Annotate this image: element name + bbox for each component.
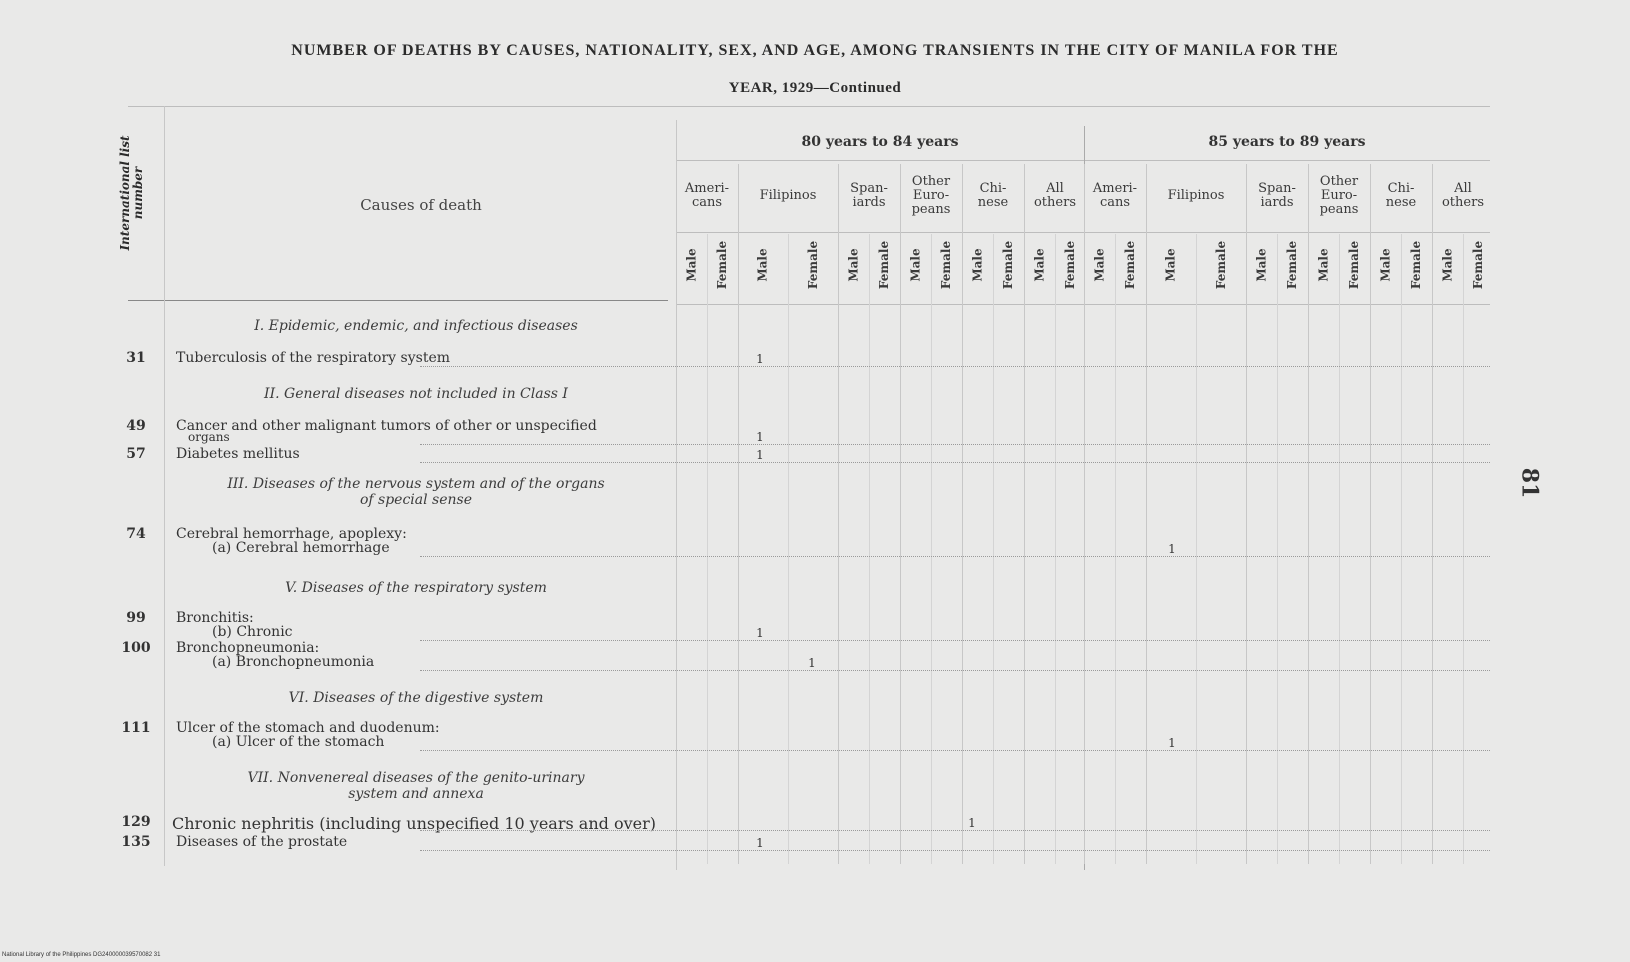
death-count-g1-filipinos-male: 1 [1168,542,1176,556]
section-heading: V. Diseases of the respiratory system [285,580,547,596]
nationality-header-other-europeans-g1: Other Euro- peans [1319,174,1359,217]
section-heading-line2: of special sense [359,492,473,508]
group-header-80-84: 80 years to 84 years [801,134,959,150]
group-rule [676,160,1490,161]
sex-divider [707,234,708,864]
sex-divider [1196,234,1197,864]
nationality-header-americans-g0: Ameri- cans [684,181,730,210]
section-heading: VI. Diseases of the digestive system [288,690,544,706]
dot-leader [420,444,1490,445]
cause-of-death: Tuberculosis of the respiratory system [176,350,451,366]
nationality-header-other-europeans-g0: Other Euro- peans [911,174,951,217]
cause-of-death: Cancer and other malignant tumors of other or unspecified [176,418,597,434]
top-rule [128,106,1490,107]
table-title-continued: YEAR, 1929—Continued [728,80,902,96]
male-header: Male [846,248,861,282]
sex-divider [993,234,994,864]
section-heading-line2: system and annexa [348,786,484,802]
dot-leader [420,750,1490,751]
female-header: Female [939,240,954,290]
death-count-g1-filipinos-male: 1 [1168,736,1176,750]
sex-divider [1463,234,1464,864]
sex-divider [1401,234,1402,864]
death-count-g0-filipinos-male: 1 [756,352,764,366]
row-number: 100 [121,640,151,656]
sex-rule [676,304,1490,305]
cause-subcategory: (a) Cerebral hemorrhage [212,540,390,556]
sex-divider [1055,234,1056,864]
male-header: Male [1378,248,1393,282]
female-header: Female [1347,240,1362,290]
female-header: Female [1471,240,1486,290]
nationality-header-all-others-g1: All others [1441,181,1484,210]
female-header: Female [1213,240,1228,290]
nationality-header-spaniards-g1: Span- iards [1258,181,1296,210]
cause-subcategory: (a) Ulcer of the stomach [212,734,385,750]
male-header: Male [1092,248,1107,282]
cause-of-death: Chronic nephritis (including unspecified 10 years and over) [172,814,656,833]
international-list-number-header: International list number [118,135,145,251]
row-number: 49 [126,418,146,434]
section-heading: III. Diseases of the nervous system and of the organs [227,476,605,492]
row-number: 111 [121,720,151,736]
male-header: Male [1440,248,1455,282]
cause-of-death: Diseases of the prostate [176,834,348,850]
male-header: Male [1316,248,1331,282]
female-header: Female [1285,240,1300,290]
footer-credit: National Library of the Philippines DG240000039570082 31 [2,952,161,958]
section-heading: II. General diseases not included in Class I [264,386,568,402]
female-header: Female [715,240,730,290]
cause-of-death: Bronchitis: [176,610,254,626]
row-number: 129 [121,814,151,830]
page-number: 81 [1516,467,1543,499]
cause-subcategory: (a) Bronchopneumonia [212,654,375,670]
row-number: 57 [126,446,146,462]
male-header: Male [684,248,699,282]
nationality-header-chinese-g0: Chi- nese [977,181,1009,210]
male-header: Male [970,248,985,282]
cause-of-death-continued: organs [188,430,230,444]
sex-divider [788,234,789,864]
nationality-header-americans-g1: Ameri- cans [1092,181,1138,210]
section-heading: VII. Nonvenereal diseases of the genito-urinary [247,770,585,786]
female-header: Female [1409,240,1424,290]
cause-of-death: Cerebral hemorrhage, apoplexy: [176,526,407,542]
nationality-header-all-others-g0: All others [1033,181,1076,210]
death-count-g0-chinese-male: 1 [968,816,976,830]
nationality-header-chinese-g1: Chi- nese [1385,181,1417,210]
male-header: Male [1032,248,1047,282]
dot-leader [420,640,1490,641]
sex-divider [1277,234,1278,864]
header-bottom-rule [128,300,668,301]
death-count-g0-filipinos-male: 1 [756,836,764,850]
sex-divider [869,234,870,864]
dot-leader [420,556,1490,557]
group-header-85-89: 85 years to 89 years [1208,134,1366,150]
table-title: NUMBER OF DEATHS BY CAUSES, NATIONALITY, SEX, AND AGE, AMONG TRANSIENTS IN THE CITY OF MANILA FOR THE [291,42,1339,59]
nationality-header-spaniards-g0: Span- iards [850,181,888,210]
death-count-g0-filipinos-male: 1 [756,430,764,444]
female-header: Female [1123,240,1138,290]
nationality-header-filipinos-g1: Filipinos [1167,188,1225,203]
cause-subcategory: (b) Chronic [212,624,293,640]
death-count-g0-filipinos-male: 1 [756,448,764,462]
dot-leader [420,830,1490,831]
cause-of-death: Ulcer of the stomach and duodenum: [176,720,440,736]
section-heading: I. Epidemic, endemic, and infectious diseases [254,318,578,334]
male-header: Male [755,248,770,282]
nationality-header-filipinos-g0: Filipinos [759,188,817,203]
female-header: Female [1063,240,1078,290]
row-number: 135 [121,834,151,850]
cause-of-death: Diabetes mellitus [176,446,300,462]
dot-leader [420,366,1490,367]
female-header: Female [805,240,820,290]
cause-of-death: Bronchopneumonia: [176,640,320,656]
row-number: 31 [126,350,146,366]
death-count-g0-filipinos-female: 1 [808,656,816,670]
dot-leader [420,670,1490,671]
number-col-divider [164,106,165,866]
sex-divider [1339,234,1340,864]
male-header: Male [908,248,923,282]
female-header: Female [877,240,892,290]
dot-leader [420,462,1490,463]
male-header: Male [1163,248,1178,282]
male-header: Male [1254,248,1269,282]
female-header: Female [1001,240,1016,290]
causes-of-death-header: Causes of death [360,196,482,214]
sex-divider [1115,234,1116,864]
sex-divider [931,234,932,864]
death-count-g0-filipinos-male: 1 [756,626,764,640]
row-number: 99 [126,610,146,626]
row-number: 74 [126,526,146,542]
dot-leader [420,850,1490,851]
